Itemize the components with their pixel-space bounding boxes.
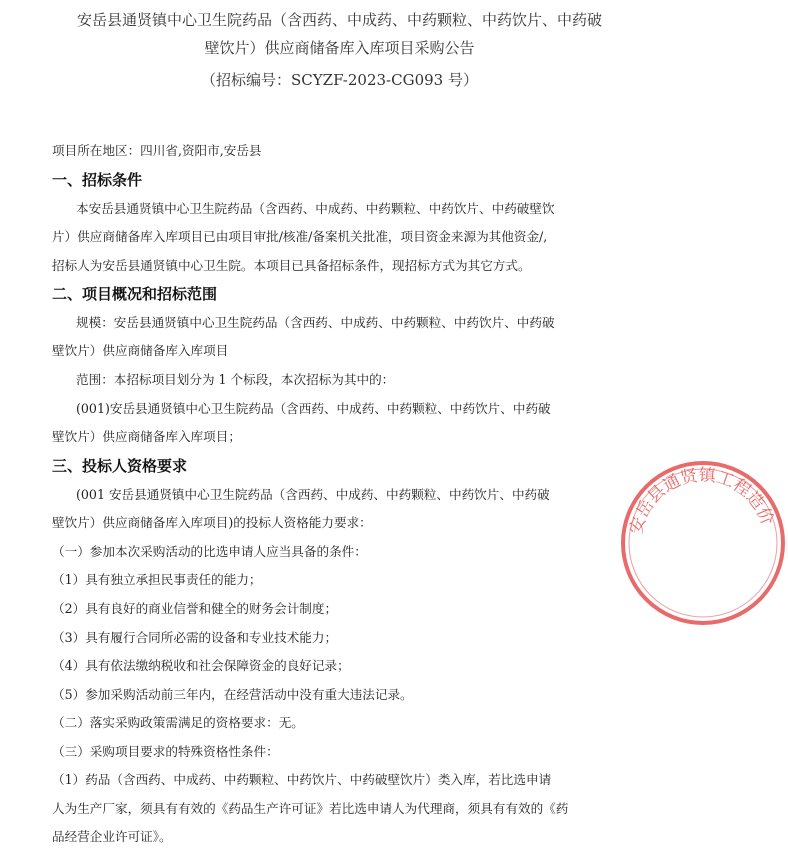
section3-line: （1）具有独立承担民事责任的能力； [52, 572, 262, 587]
section1-heading: 一、招标条件 [52, 171, 143, 189]
section1-line: 片）供应商储备库入库项目已由项目审批/核准/备案机关批准，项目资金来源为其他资金/, [52, 229, 548, 244]
section1-line: 招标人为安岳县通贤镇中心卫生院。本项目已具备招标条件，现招标方式为其它方式。 [52, 258, 531, 273]
project-region: 项目所在地区：四川省,资阳市,安岳县 [52, 143, 262, 158]
section3-line: (001 安岳县通贤镇中心卫生院药品（含西药、中成药、中药颗粒、中药饮片、中药破 [76, 487, 550, 502]
section3-line: （一）参加本次采购活动的比选申请人应当具备的条件： [52, 544, 367, 559]
section2-line: 壁饮片）供应商储备库入库项目 [52, 343, 229, 358]
section2-heading: 二、项目概况和招标范围 [52, 285, 218, 303]
company-seal [618, 458, 788, 628]
section3-line: （二）落实采购政策需满足的资格要求：无。 [52, 715, 304, 730]
section3-line: （3）具有履行合同所必需的设备和专业技术能力； [52, 630, 338, 645]
doc-title-line1: 安岳县通贤镇中心卫生院药品（含西药、中成药、中药颗粒、中药饮片、中药破 [76, 11, 602, 29]
seal-text: 安岳县通贤镇工程造价 [626, 465, 778, 537]
doc-tender-number: （招标编号：SCYZF-2023-CG093 号） [201, 71, 478, 89]
section3-line: 品经营企业许可证》。 [52, 829, 172, 844]
section1-line: 本安岳县通贤镇中心卫生院药品（含西药、中成药、中药颗粒、中药饮片、中药破壁饮 [76, 201, 555, 216]
section3-line: 人为生产厂家，须具有有效的《药品生产许可证》若比选申请人为代理商，须具有有效的《药 [52, 801, 569, 816]
section3-line: （三）采购项目要求的特殊资格性条件： [52, 744, 279, 759]
section3-heading: 三、投标人资格要求 [52, 457, 188, 475]
section2-line: 壁饮片）供应商储备库入库项目； [52, 429, 241, 444]
doc-title-line2: 壁饮片）供应商储备库入库项目采购公告 [204, 39, 475, 57]
section3-line: （5）参加采购活动前三年内，在经营活动中没有重大违法记录。 [52, 687, 413, 702]
section3-line: （1）药品（含西药、中成药、中药颗粒、中药饮片、中药破壁饮片）类入库，若比选申请 [52, 772, 552, 787]
section3-line: （4）具有依法缴纳税收和社会保障资金的良好记录； [52, 658, 350, 673]
section2-line: 规模：安岳县通贤镇中心卫生院药品（含西药、中成药、中药颗粒、中药饮片、中药破 [76, 315, 555, 330]
section3-line: （2）具有良好的商业信誉和健全的财务会计制度； [52, 601, 338, 616]
section2-line: (001)安岳县通贤镇中心卫生院药品（含西药、中成药、中药颗粒、中药饮片、中药破 [76, 401, 551, 416]
section2-line: 范围：本招标项目划分为 1 个标段，本次招标为其中的： [76, 372, 395, 387]
section3-line: 壁饮片）供应商储备库入库项目)的投标人资格能力要求： [52, 515, 372, 530]
svg-text:安岳县通贤镇工程造价 [626, 466, 777, 537]
